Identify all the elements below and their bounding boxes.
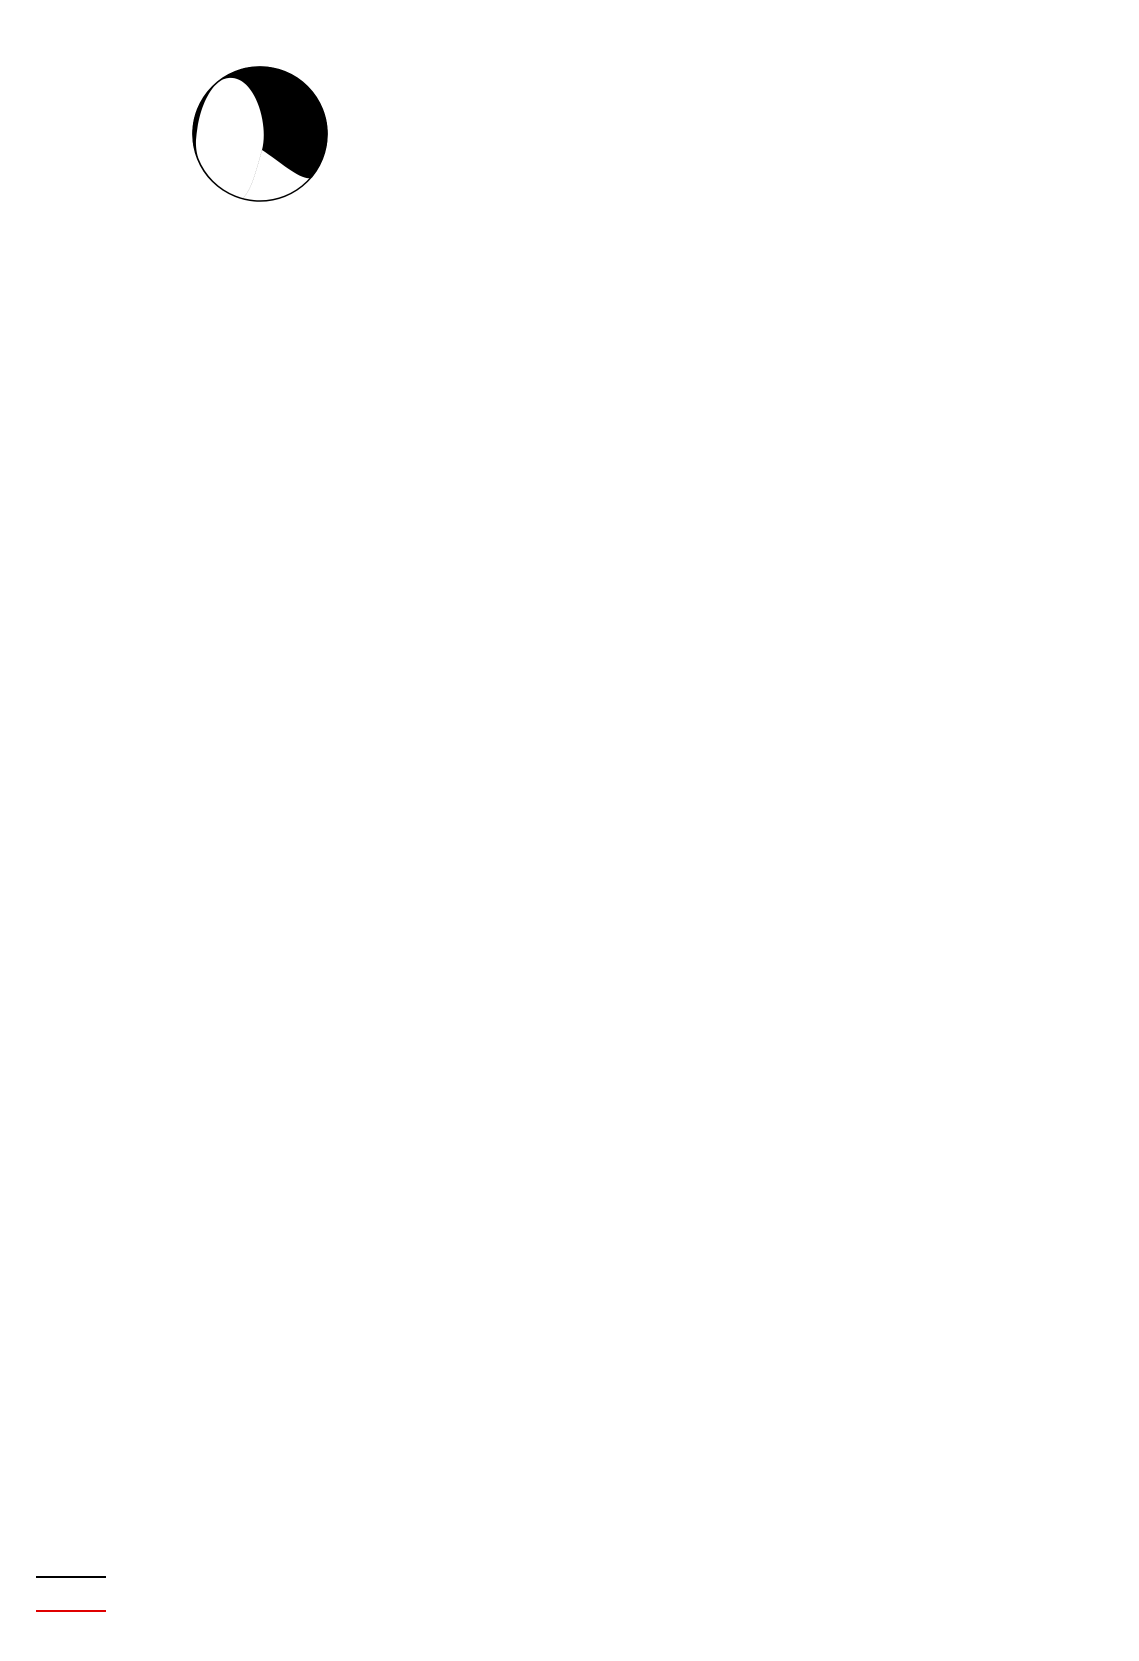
- beachball-icon: [193, 67, 327, 208]
- legend: [36, 1577, 106, 1611]
